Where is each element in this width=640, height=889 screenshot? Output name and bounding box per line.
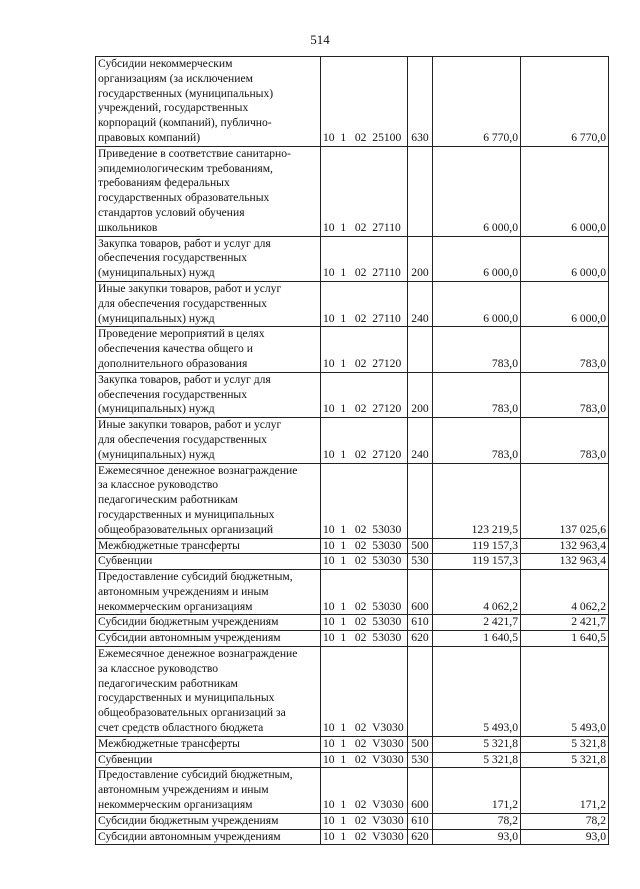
row-name-line: (муниципальных) нужд <box>98 402 215 416</box>
expense-type-cell: 200 <box>408 372 433 417</box>
amount-cell: 783,0 <box>521 418 609 463</box>
row-name-cell <box>96 554 321 570</box>
budget-code-cell: 10 1 02 53030 <box>321 463 408 538</box>
amount-cell: 119 157,3 <box>433 554 521 570</box>
row-name-line: Субсидии автономным учреждениям <box>98 829 281 843</box>
budget-code-cell: 10 1 02 27110 <box>321 236 408 281</box>
row-name-line: эпидемиологическим требованиям, <box>98 161 273 175</box>
amount-cell: 1 640,5 <box>433 631 521 647</box>
table-row <box>96 327 609 372</box>
budget-code-cell: 10 1 02 53030 <box>321 570 408 615</box>
budget-code-cell: 10 1 02 V3030 <box>321 752 408 768</box>
budget-code-cell: 10 1 02 V3030 <box>321 829 408 845</box>
expense-type-cell: 530 <box>408 554 433 570</box>
row-name-line: Приведение в соответствие санитарно- <box>98 146 291 160</box>
table-row <box>96 631 609 647</box>
budget-code-cell: 10 1 02 53030 <box>321 631 408 647</box>
amount-cell: 2 421,7 <box>433 615 521 631</box>
table-row <box>96 372 609 417</box>
amount-cell: 78,2 <box>433 813 521 829</box>
amount-cell: 119 157,3 <box>433 538 521 554</box>
table-row <box>96 236 609 281</box>
expense-type-cell: 200 <box>408 236 433 281</box>
row-name-line: государственных (муниципальных) <box>98 86 274 100</box>
amount-cell: 783,0 <box>521 372 609 417</box>
expense-type-cell: 240 <box>408 281 433 326</box>
amount-cell: 78,2 <box>521 813 609 829</box>
table-row <box>96 570 609 615</box>
row-name-line: правовых компаний) <box>98 130 201 144</box>
expense-type-cell <box>408 327 433 372</box>
row-name-cell <box>96 813 321 829</box>
row-name-line: Закупка товаров, работ и услуг для <box>98 372 271 386</box>
budget-code-cell: 10 1 02 V3030 <box>321 813 408 829</box>
row-name-line: Субсидии бюджетным учреждениям <box>98 813 279 827</box>
expense-type-cell: 240 <box>408 418 433 463</box>
row-name-cell <box>96 327 321 372</box>
row-name-line: Субсидии автономным учреждениям <box>98 631 281 645</box>
row-name-line: для обеспечения государственных <box>98 296 267 310</box>
amount-cell: 4 062,2 <box>521 570 609 615</box>
row-name-line: Ежемесячное денежное вознаграждение <box>98 647 298 661</box>
expense-type-cell: 600 <box>408 570 433 615</box>
budget-code-cell: 10 1 02 53030 <box>321 615 408 631</box>
table-row <box>96 146 609 236</box>
row-name-line: Предоставление субсидий бюджетным, <box>98 768 293 782</box>
expense-type-cell <box>408 463 433 538</box>
amount-cell: 6 000,0 <box>521 236 609 281</box>
amount-cell: 132 963,4 <box>521 538 609 554</box>
amount-cell: 6 000,0 <box>433 236 521 281</box>
budget-code-cell: 10 1 02 V3030 <box>321 736 408 752</box>
amount-cell: 5 493,0 <box>521 647 609 737</box>
row-name-line: педагогическим работникам <box>98 676 238 690</box>
table-row <box>96 463 609 538</box>
budget-code-cell: 10 1 02 53030 <box>321 538 408 554</box>
table-row <box>96 647 609 737</box>
table-row <box>96 813 609 829</box>
expense-type-cell: 500 <box>408 736 433 752</box>
budget-code-cell: 10 1 02 27120 <box>321 418 408 463</box>
row-name-cell <box>96 647 321 737</box>
row-name-line: обеспечения государственных <box>98 251 248 265</box>
row-name-line: Закупка товаров, работ и услуг для <box>98 236 271 250</box>
amount-cell: 6 000,0 <box>433 281 521 326</box>
row-name-cell <box>96 736 321 752</box>
amount-cell: 5 493,0 <box>433 647 521 737</box>
row-name-cell <box>96 236 321 281</box>
row-name-line: за классное руководство <box>98 478 219 492</box>
amount-cell: 5 321,8 <box>521 736 609 752</box>
row-name-line: общеобразовательных организаций за <box>98 706 286 720</box>
expense-type-cell: 530 <box>408 752 433 768</box>
row-name-line: педагогическим работникам <box>98 493 238 507</box>
budget-code-cell: 10 1 02 V3030 <box>321 768 408 813</box>
row-name-cell <box>96 463 321 538</box>
row-name-cell <box>96 538 321 554</box>
row-name-cell <box>96 372 321 417</box>
row-name-line: Межбюджетные трансферты <box>98 736 240 750</box>
budget-code-cell: 10 1 02 27120 <box>321 327 408 372</box>
row-name-cell <box>96 57 321 147</box>
expense-type-cell: 630 <box>408 57 433 147</box>
amount-cell: 137 025,6 <box>521 463 609 538</box>
table-row <box>96 554 609 570</box>
row-name-line: Межбюджетные трансферты <box>98 538 240 552</box>
amount-cell: 783,0 <box>433 372 521 417</box>
amount-cell: 5 321,8 <box>433 736 521 752</box>
row-name-cell <box>96 570 321 615</box>
row-name-cell <box>96 418 321 463</box>
row-name-line: стандартов условий обучения <box>98 205 245 219</box>
row-name-line: Проведение мероприятий в целях <box>98 327 265 341</box>
amount-cell: 6 000,0 <box>521 281 609 326</box>
row-name-line: государственных образовательных <box>98 191 270 205</box>
amount-cell: 4 062,2 <box>433 570 521 615</box>
row-name-cell <box>96 146 321 236</box>
row-name-cell <box>96 615 321 631</box>
expense-type-cell: 600 <box>408 768 433 813</box>
amount-cell: 783,0 <box>521 327 609 372</box>
row-name-line: государственных и муниципальных <box>98 507 275 521</box>
amount-cell: 1 640,5 <box>521 631 609 647</box>
budget-table-body <box>96 57 609 845</box>
row-name-line: за классное руководство <box>98 661 219 675</box>
expense-type-cell: 620 <box>408 829 433 845</box>
expense-type-cell: 610 <box>408 813 433 829</box>
budget-code-cell: 10 1 02 27110 <box>321 281 408 326</box>
table-row <box>96 57 609 147</box>
row-name-line: Субвенции <box>98 554 153 568</box>
budget-code-cell: 10 1 02 53030 <box>321 554 408 570</box>
amount-cell: 171,2 <box>433 768 521 813</box>
table-row <box>96 829 609 845</box>
row-name-line: Субвенции <box>98 752 153 766</box>
budget-code-cell: 10 1 02 V3030 <box>321 647 408 737</box>
row-name-cell <box>96 768 321 813</box>
amount-cell: 783,0 <box>433 418 521 463</box>
page-number: 514 <box>310 32 330 47</box>
table-row <box>96 418 609 463</box>
budget-code-cell: 10 1 02 25100 <box>321 57 408 147</box>
row-name-line: Иные закупки товаров, работ и услуг <box>98 281 282 295</box>
row-name-line: Субсидии некоммерческим <box>98 57 233 70</box>
row-name-line: некоммерческим организациям <box>98 798 253 812</box>
budget-code-cell: 10 1 02 27110 <box>321 146 408 236</box>
row-name-line: (муниципальных) нужд <box>98 311 215 325</box>
amount-cell: 6 770,0 <box>433 57 521 147</box>
table-row <box>96 538 609 554</box>
table-row <box>96 736 609 752</box>
row-name-line: обеспечения государственных <box>98 387 248 401</box>
row-name-line: общеобразовательных организаций <box>98 522 274 536</box>
table-row <box>96 752 609 768</box>
amount-cell: 5 321,8 <box>521 752 609 768</box>
row-name-line: (муниципальных) нужд <box>98 266 215 280</box>
row-name-line: (муниципальных) нужд <box>98 447 215 461</box>
row-name-line: требованиям федеральных <box>98 176 230 190</box>
amount-cell: 783,0 <box>433 327 521 372</box>
row-name-cell <box>96 281 321 326</box>
expense-type-cell <box>408 647 433 737</box>
amount-cell: 2 421,7 <box>521 615 609 631</box>
row-name-cell <box>96 631 321 647</box>
amount-cell: 6 000,0 <box>521 146 609 236</box>
amount-cell: 93,0 <box>521 829 609 845</box>
row-name-line: автономным учреждениям и иным <box>98 584 269 598</box>
row-name-line: Ежемесячное денежное вознаграждение <box>98 463 298 477</box>
amount-cell: 123 219,5 <box>433 463 521 538</box>
row-name-line: для обеспечения государственных <box>98 432 267 446</box>
budget-table <box>95 56 609 845</box>
row-name-line: Иные закупки товаров, работ и услуг <box>98 418 282 432</box>
row-name-line: счет средств областного бюджета <box>98 721 264 735</box>
table-row <box>96 768 609 813</box>
amount-cell: 93,0 <box>433 829 521 845</box>
amount-cell: 171,2 <box>521 768 609 813</box>
row-name-line: автономным учреждениям и иным <box>98 783 269 797</box>
expense-type-cell: 620 <box>408 631 433 647</box>
row-name-line: учреждений, государственных <box>98 101 249 115</box>
row-name-line: Предоставление субсидий бюджетным, <box>98 570 293 584</box>
row-name-cell <box>96 829 321 845</box>
expense-type-cell: 610 <box>408 615 433 631</box>
row-name-line: организациям (за исключением <box>98 71 253 85</box>
expense-type-cell <box>408 146 433 236</box>
row-name-line: государственных и муниципальных <box>98 691 275 705</box>
table-row <box>96 615 609 631</box>
budget-code-cell: 10 1 02 27120 <box>321 372 408 417</box>
row-name-line: корпораций (компаний), публично- <box>98 116 272 130</box>
table-row <box>96 281 609 326</box>
row-name-line: Субсидии бюджетным учреждениям <box>98 615 279 629</box>
row-name-line: дополнительного образования <box>98 356 248 370</box>
row-name-line: школьников <box>98 220 158 234</box>
row-name-line: некоммерческим организациям <box>98 599 253 613</box>
row-name-line: обеспечения качества общего и <box>98 342 253 356</box>
amount-cell: 6 770,0 <box>521 57 609 147</box>
amount-cell: 5 321,8 <box>433 752 521 768</box>
expense-type-cell: 500 <box>408 538 433 554</box>
row-name-cell <box>96 752 321 768</box>
amount-cell: 132 963,4 <box>521 554 609 570</box>
amount-cell: 6 000,0 <box>433 146 521 236</box>
